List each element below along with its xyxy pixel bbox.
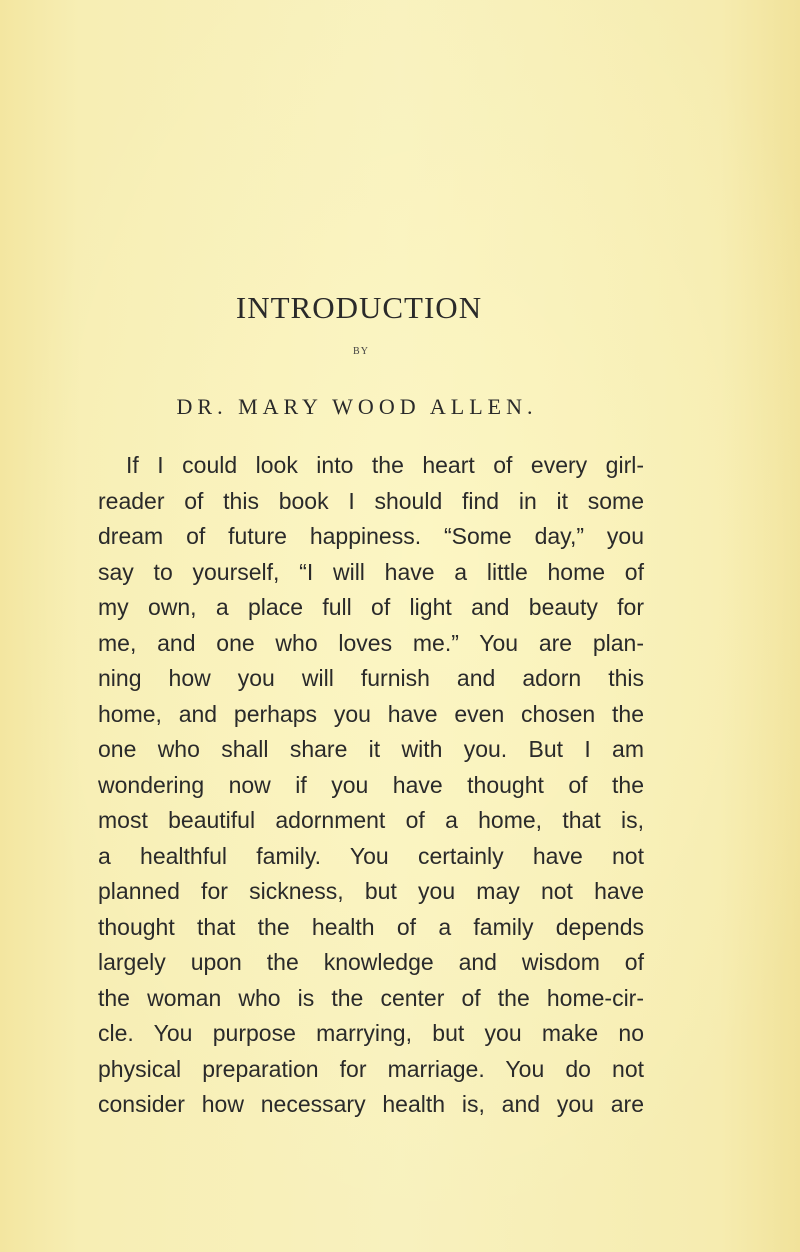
text-line: thought that the health of a family depends xyxy=(98,913,644,940)
byline-label: BY xyxy=(353,346,369,357)
text-line: physical preparation for marriage. You do not xyxy=(98,1055,644,1082)
text-line: a healthful family. You certainly have not xyxy=(98,842,644,869)
text-line: my own, a place full of light and beauty for xyxy=(98,594,644,620)
text-line: reader of this book I should find in it some xyxy=(98,487,644,514)
text-line: planned for sickness, but you may not have xyxy=(98,878,644,904)
text-line: me, and one who loves me.” You are plan- xyxy=(98,629,644,656)
author-name: DR. MARY WOOD ALLEN. xyxy=(176,394,538,419)
page-title: INTRODUCTION xyxy=(235,290,483,325)
text-line: one who shall share it with you. But I am xyxy=(98,736,644,762)
text-line: ning how you will furnish and adorn this xyxy=(98,665,644,691)
text-line: the woman who is the center of the home-cir- xyxy=(98,984,644,1011)
text-line: largely upon the knowledge and wisdom of xyxy=(98,949,644,975)
text-line: If I could look into the heart of every girl- xyxy=(126,452,644,478)
text-line: consider how necessary health is, and you are xyxy=(98,1091,644,1117)
text-line: most beautiful adornment of a home, that is, xyxy=(98,807,644,833)
text-line: say to yourself, “I will have a little home of xyxy=(98,558,644,585)
text-line: dream of future happiness. “Some day,” you xyxy=(98,523,644,549)
introduction-paragraph xyxy=(98,448,644,1123)
text-line: cle. You purpose marrying, but you make no xyxy=(98,1020,644,1046)
text-line: home, and perhaps you have even chosen the xyxy=(98,700,644,727)
text-line: wondering now if you have thought of the xyxy=(98,771,644,798)
